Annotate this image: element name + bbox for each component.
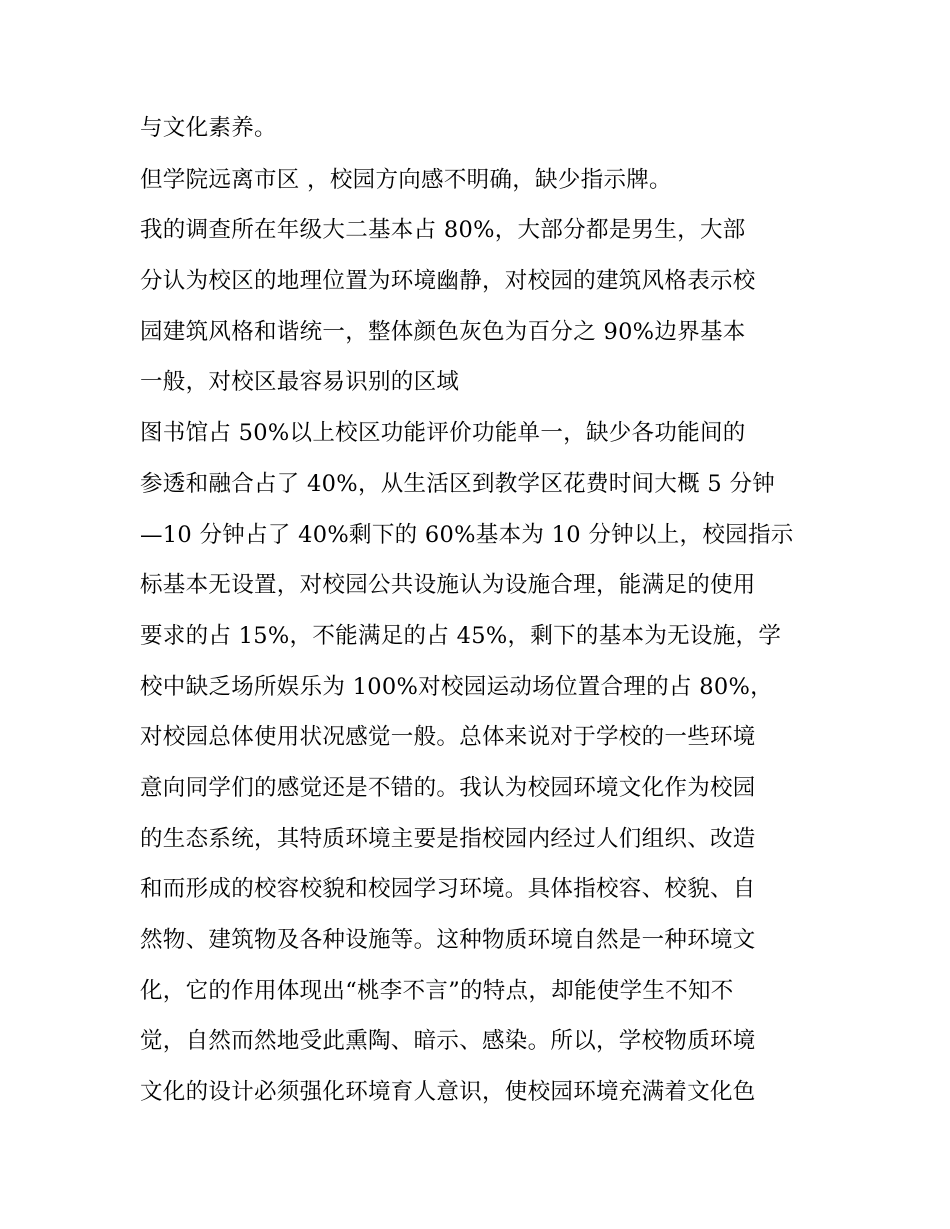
text-line: 要求的占 15%，不能满足的占 45%，剩下的基本为无设施，学 bbox=[140, 623, 782, 649]
text-line: 参透和融合占了 40%，从生活区到教学区花费时间大概 5 分钟 bbox=[140, 471, 776, 497]
text-line: 的生态系统，其特质环境主要是指校园内经过人们组织、改造 bbox=[140, 826, 756, 852]
text-line: 然物、建筑物及各种设施等。这种物质环境自然是一种环境文 bbox=[140, 927, 756, 953]
text-line: 标基本无设置，对校园公共设施认为设施合理，能满足的使用 bbox=[140, 572, 756, 598]
text-line: 对校园总体使用状况感觉一般。总体来说对于学校的一些环境 bbox=[140, 724, 756, 750]
text-line: 分认为校区的地理位置为环境幽静，对校园的建筑风格表示校 bbox=[140, 268, 756, 294]
text-line: 校中缺乏场所娱乐为 100%对校园运动场位置合理的占 80%， bbox=[140, 674, 773, 700]
text-line: 化，它的作用体现出“桃李不言”的特点，却能使学生不知不 bbox=[140, 978, 734, 1004]
text-line: 意向同学们的感觉还是不错的。我认为校园环境文化作为校园 bbox=[140, 775, 756, 801]
text-line: 但学院远离市区 ，校园方向感不明确，缺少指示牌。 bbox=[140, 167, 672, 193]
text-line: 与文化素养。 bbox=[140, 115, 277, 141]
text-line: 和而形成的校容校貌和校园学习环境。具体指校容、校貌、自 bbox=[140, 876, 756, 902]
text-line: 文化的设计必须强化环境育人意识，使校园环境充满着文化色 bbox=[140, 1079, 756, 1105]
text-line: 园建筑风格和谐统一，整体颜色灰色为百分之 90%边界基本 bbox=[140, 319, 746, 345]
text-line: 一般，对校区最容易识别的区域 bbox=[140, 369, 460, 395]
text-line: 觉，自然而然地受此熏陶、暗示、感染。所以，学校物质环境 bbox=[140, 1028, 756, 1054]
text-line: 我的调查所在年级大二基本占 80%，大部分都是男生，大部 bbox=[140, 217, 746, 243]
text-line: 图书馆占 50%以上校区功能评价功能单一，缺少各功能间的 bbox=[140, 420, 746, 446]
text-line: —10 分钟占了 40%剩下的 60%基本为 10 分钟以上，校园指示 bbox=[140, 522, 794, 548]
